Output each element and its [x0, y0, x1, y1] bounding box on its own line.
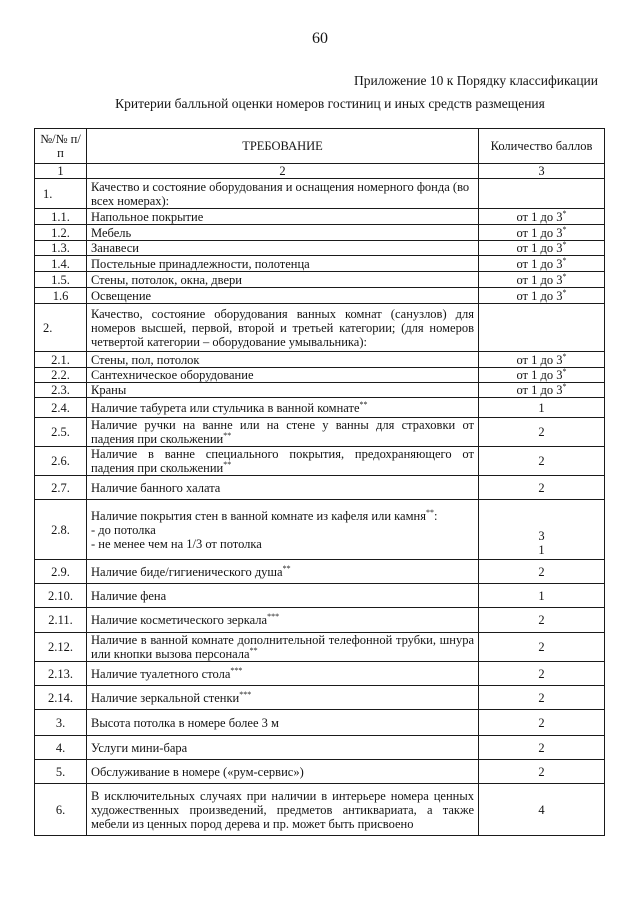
footnote-mark: *: [562, 287, 567, 297]
requirement-text: Качество и состояние оборудования и оснащения номерного фонда (во всех номерах):: [91, 179, 470, 208]
requirement-text: Краны: [91, 383, 127, 397]
table-row: [35, 304, 605, 352]
requirement-text: Наличие в ванне специального покрытия, предохраняющего от падения при скольжении: [91, 447, 474, 475]
requirement-text: Услуги мини-бара: [91, 740, 188, 755]
requirement-text: Стены, потолок, окна, двери: [91, 272, 242, 287]
points-value: 2: [538, 564, 545, 579]
points-cell: [479, 368, 605, 383]
requirement-cell: [87, 241, 479, 256]
requirement-cell: [87, 500, 479, 560]
row-number: 2.13.: [35, 662, 87, 686]
requirement-cell: [87, 418, 479, 447]
points-value: от 1 до 3: [516, 272, 563, 287]
table-row: [35, 560, 605, 584]
requirement-text: Стены, пол, потолок: [91, 352, 200, 367]
header-num: №/№ п/п: [35, 129, 87, 164]
row-number: 2.3.: [35, 383, 87, 398]
requirement-cell: [87, 784, 479, 836]
table-row: [35, 633, 605, 662]
requirement-cell: [87, 225, 479, 241]
header-points: Количество баллов: [479, 129, 605, 164]
table-row: [35, 447, 605, 476]
points-cell: [479, 662, 605, 686]
points-value: от 1 до 3: [516, 383, 563, 397]
footnote-mark: *: [562, 224, 567, 234]
requirement-cell: [87, 272, 479, 288]
row-number: 1.: [35, 179, 87, 209]
points-value: 2: [538, 715, 545, 730]
points-value: от 1 до 3: [516, 288, 563, 303]
points-value: 2: [538, 480, 545, 495]
footnote-mark: **: [425, 507, 434, 517]
footnote-mark: *: [562, 366, 567, 376]
points-cell: [479, 209, 605, 225]
requirement-text: Наличие банного халата: [91, 480, 221, 495]
requirement-cell: [87, 760, 479, 784]
points-value: от 1 до 3: [516, 368, 563, 382]
table-row: [35, 584, 605, 608]
footnote-mark: **: [249, 645, 258, 655]
row-number: 1.2.: [35, 225, 87, 241]
table-row: [35, 418, 605, 447]
points-cell: [479, 736, 605, 760]
footnote-mark: *: [562, 271, 567, 281]
row-number: 4.: [35, 736, 87, 760]
points-value: 1: [538, 543, 545, 557]
footnote-mark: *: [562, 255, 567, 265]
requirement-cell: [87, 662, 479, 686]
requirement-cell: [87, 368, 479, 383]
table-row: [35, 784, 605, 836]
requirement-text: Наличие табурета или стульчика в ванной комнате: [91, 400, 360, 415]
table-row: [35, 288, 605, 304]
requirement-text: Наличие биде/гигиенического душа: [91, 564, 283, 579]
requirement-text: Наличие косметического зеркала: [91, 613, 268, 627]
points-value: 2: [538, 690, 545, 705]
points-cell: [479, 710, 605, 736]
footnote-mark: ***: [230, 665, 243, 675]
points-value: от 1 до 3: [516, 241, 563, 255]
row-number: 6.: [35, 784, 87, 836]
row-number: 1.4.: [35, 256, 87, 272]
points-cell: [479, 383, 605, 398]
table-row: [35, 476, 605, 500]
requirement-cell: [87, 179, 479, 209]
points-value: 4: [538, 802, 545, 817]
requirement-cell: [87, 447, 479, 476]
requirement-cell: [87, 383, 479, 398]
points-value: от 1 до 3: [516, 225, 563, 240]
requirement-cell: [87, 398, 479, 418]
points-cell: [479, 633, 605, 662]
table-row: [35, 272, 605, 288]
points-cell: [479, 476, 605, 500]
table-row: [35, 352, 605, 368]
table-row: [35, 686, 605, 710]
appendix-reference: Приложение 10 к Порядку классификации: [354, 73, 598, 88]
column-index-3: 3: [479, 164, 605, 179]
table-row: [35, 368, 605, 383]
row-number: 2.6.: [35, 447, 87, 476]
footnote-mark: **: [359, 399, 368, 409]
points-cell: [479, 304, 605, 352]
requirement-text: Наличие фена: [91, 588, 167, 603]
requirement-text: Занавеси: [91, 241, 139, 255]
column-index-1: 1: [35, 164, 87, 179]
row-number: 2.5.: [35, 418, 87, 447]
points-cell: [479, 608, 605, 633]
points-cell: [479, 760, 605, 784]
requirement-text: Освещение: [91, 288, 152, 303]
row-number: 1.3.: [35, 241, 87, 256]
table-row: [35, 256, 605, 272]
requirement-cell: [87, 352, 479, 368]
points-value: 1: [538, 588, 545, 603]
requirement-text: Мебель: [91, 225, 132, 240]
footnote-mark: **: [223, 430, 232, 440]
points-value: от 1 до 3: [516, 256, 563, 271]
footnote-mark: **: [282, 563, 291, 573]
column-index-2: 2: [87, 164, 479, 179]
row-number: 5.: [35, 760, 87, 784]
points-value: 2: [538, 666, 545, 681]
points-value: от 1 до 3: [516, 352, 563, 367]
points-cell: [479, 500, 605, 560]
footnote-mark: *: [562, 381, 567, 391]
requirement-text: Качество, состояние оборудования ванных комнат (санузлов) для номеров высшей, первой, второй и третьей категории; (для номеров четвертой категории – оборудование умывальника):: [91, 306, 474, 349]
points-value: 3: [538, 529, 545, 543]
requirement-cell: [87, 584, 479, 608]
points-value: 2: [538, 425, 545, 439]
points-value: 2: [538, 613, 545, 627]
document-title: Критерии балльной оценки номеров гостиниц и иных средств размещения: [115, 96, 545, 111]
points-value: 2: [538, 640, 545, 654]
row-number: 1.1.: [35, 209, 87, 225]
requirement-cell: [87, 304, 479, 352]
requirement-text: Обслуживание в номере («рум-сервис»): [91, 764, 304, 779]
footnote-mark: **: [223, 459, 232, 469]
footnote-mark: *: [562, 351, 567, 361]
row-number: 2.14.: [35, 686, 87, 710]
requirement-option: - до потолка: [91, 522, 156, 537]
table-row: [35, 225, 605, 241]
requirement-text: В исключительных случаях при наличии в интерьере номера ценных художественных произведений, предметов антиквариата, а также мебели из ценных пород дерева и пр. может быть присвоено: [91, 788, 474, 831]
column-index-row: [35, 164, 605, 179]
row-number: 1.6: [35, 288, 87, 304]
footnote-mark: *: [562, 239, 567, 249]
row-number: 2.7.: [35, 476, 87, 500]
points-cell: [479, 398, 605, 418]
points-cell: [479, 560, 605, 584]
points-value: 2: [538, 454, 545, 468]
requirement-cell: [87, 736, 479, 760]
row-number: 2.2.: [35, 368, 87, 383]
table-row: [35, 736, 605, 760]
points-value: 2: [538, 740, 545, 755]
points-cell: [479, 225, 605, 241]
points-cell: [479, 179, 605, 209]
row-number: 1.5.: [35, 272, 87, 288]
requirement-text: Сантехническое оборудование: [91, 368, 254, 382]
footnote-mark: ***: [239, 689, 252, 699]
requirement-suffix: :: [433, 508, 438, 523]
points-value: от 1 до 3: [516, 209, 563, 224]
points-cell: [479, 256, 605, 272]
table-row: [35, 500, 605, 560]
requirement-cell: [87, 608, 479, 633]
points-cell: [479, 784, 605, 836]
requirement-cell: [87, 256, 479, 272]
requirement-cell: [87, 710, 479, 736]
points-cell: [479, 447, 605, 476]
points-cell: [479, 418, 605, 447]
row-number: 2.12.: [35, 633, 87, 662]
points-cell: [479, 241, 605, 256]
requirement-text: Наличие зеркальной стенки: [91, 690, 240, 705]
requirement-cell: [87, 476, 479, 500]
row-number: 2.8.: [35, 500, 87, 560]
footnote-mark: ***: [267, 611, 280, 621]
table-row: [35, 662, 605, 686]
points-cell: [479, 686, 605, 710]
requirement-text: Постельные принадлежности, полотенца: [91, 256, 310, 271]
requirement-text: Наличие ручки на ванне или на стене у ванны для страховки от падения при скольжении: [91, 418, 474, 446]
table-row: [35, 179, 605, 209]
requirement-cell: [87, 633, 479, 662]
table-row: [35, 383, 605, 398]
table-row: [35, 710, 605, 736]
row-number: 3.: [35, 710, 87, 736]
points-cell: [479, 352, 605, 368]
requirement-cell: [87, 686, 479, 710]
requirement-option: - не менее чем на 1/3 от потолка: [91, 536, 262, 551]
requirement-text: Наличие в ванной комнате дополнительной телефонной трубки, шнура или кнопки вызова персонала: [91, 633, 474, 661]
points-cell: [479, 584, 605, 608]
footnote-mark: *: [562, 208, 567, 218]
requirement-cell: [87, 560, 479, 584]
row-number: 2.4.: [35, 398, 87, 418]
row-number: 2.1.: [35, 352, 87, 368]
requirement-text: Высота потолка в номере более 3 м: [91, 715, 279, 730]
table-header-row: [35, 129, 605, 164]
row-number: 2.10.: [35, 584, 87, 608]
points-value: 1: [538, 400, 545, 415]
row-number: 2.: [35, 304, 87, 352]
header-requirement: ТРЕБОВАНИЕ: [87, 129, 479, 164]
table-row: [35, 398, 605, 418]
row-number: 2.11.: [35, 608, 87, 633]
requirement-text: Напольное покрытие: [91, 209, 204, 224]
page-number: 60: [312, 30, 328, 47]
points-cell: [479, 272, 605, 288]
criteria-table: [34, 128, 605, 836]
requirement-text: Наличие туалетного стола: [91, 666, 231, 681]
row-number: 2.9.: [35, 560, 87, 584]
requirement-text: Наличие покрытия стен в ванной комнате из кафеля или камня: [91, 508, 426, 523]
table-row: [35, 760, 605, 784]
requirement-cell: [87, 288, 479, 304]
table-row: [35, 209, 605, 225]
requirement-cell: [87, 209, 479, 225]
table-row: [35, 608, 605, 633]
table-row: [35, 241, 605, 256]
points-cell: [479, 288, 605, 304]
points-value: 2: [538, 764, 545, 779]
